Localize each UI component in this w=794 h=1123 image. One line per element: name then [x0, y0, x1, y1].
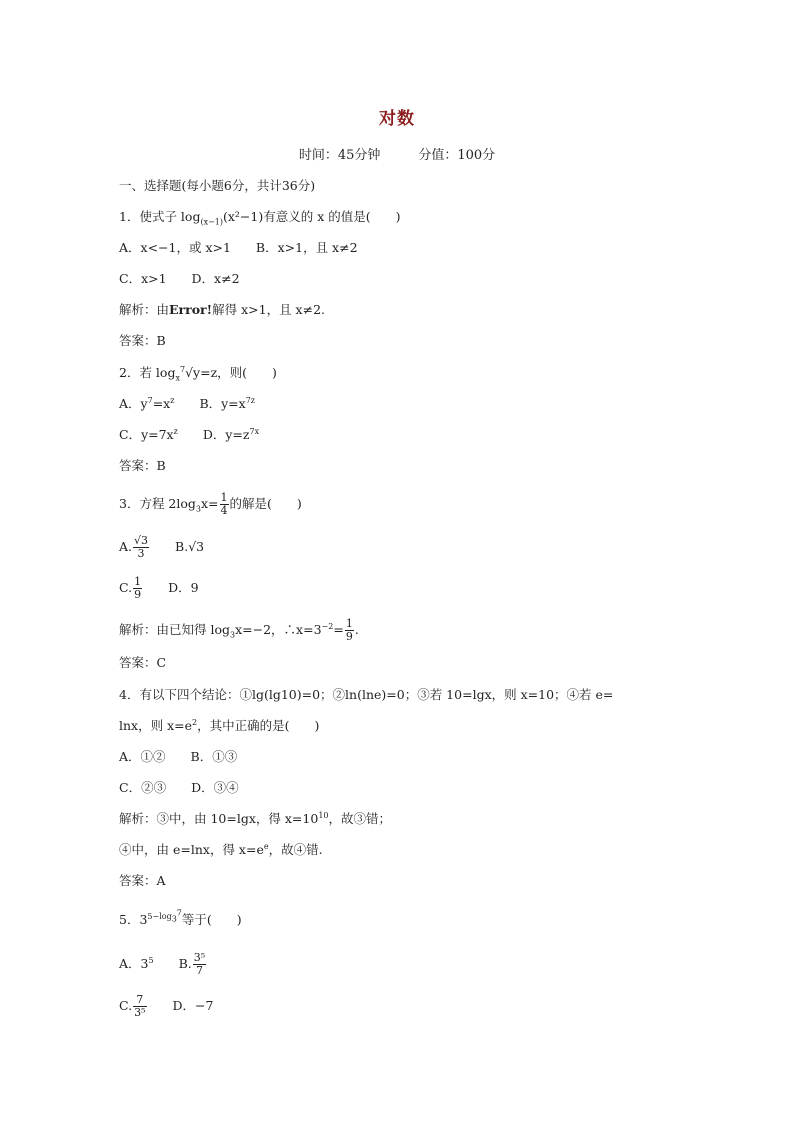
question-5: [119, 908, 242, 929]
q3-answer: 答案：C: [119, 655, 167, 670]
q1-text-end: (x²−1)有意义的 x 的值是( ): [223, 209, 401, 224]
q5-option-b: B.: [153, 956, 192, 971]
q3-frac-num: 1: [220, 491, 228, 504]
q5-option-a-sup: 5: [148, 955, 154, 965]
section-heading: 一、选择题(每小题6分，共计36分): [119, 178, 316, 193]
q2-option-d-sup: 7x: [249, 426, 260, 436]
q4-line2-end: ，其中正确的是( ): [197, 718, 320, 733]
question-3: [119, 492, 302, 517]
question-4-line-1: 4．有以下四个结论：①lg(lg10)=0；②ln(lne)=0；③若 10=lgx，则 x=10；④若 e=: [119, 687, 614, 702]
q4-analysis2-sup: e: [263, 841, 269, 851]
q3-text-end: 的解是( ): [229, 496, 302, 511]
q5-option-c: C.: [119, 998, 133, 1013]
q3-analysis-mid: x=−2，∴x=3: [235, 622, 322, 637]
q3-analysis: [119, 618, 359, 643]
q2-option-b-sup: 7z: [245, 395, 256, 405]
q2-option-a-mid: =x: [152, 396, 171, 411]
q5-option-b-num: 3⁵: [193, 951, 206, 964]
q3-analysis-text: 解析：由已知得 log: [119, 622, 230, 637]
q4-answer: 答案：A: [119, 873, 166, 888]
q3-analysis-sup: −2: [321, 621, 334, 631]
q4-analysis-2: [119, 841, 323, 859]
q2-text: 2．若 log: [119, 365, 176, 380]
q2-text-end: √y=z，则( ): [185, 365, 277, 380]
q2-log-base: x: [175, 373, 180, 383]
q5-exponent: [147, 908, 182, 924]
q5-text-end: 等于( ): [181, 912, 242, 927]
q2-option-a-sup2: z: [170, 395, 175, 405]
q3-frac-den: 4: [220, 504, 228, 517]
page-title: 对数: [379, 109, 415, 129]
q5-option-b-den: 7: [195, 964, 203, 977]
q5-option-c-num: 7: [133, 994, 146, 1007]
q3-option-b: B.√3: [150, 539, 205, 554]
exam-meta: [0, 144, 794, 163]
q5-text: 5．3: [119, 912, 148, 927]
q2-option-c-sup: z: [173, 426, 178, 436]
q2-root-index: 7: [179, 364, 186, 374]
q1-log-base: (x−1): [200, 217, 223, 227]
q4-analysis1-end: ，故③错；: [328, 811, 392, 826]
q3-option-d: D．9: [143, 580, 199, 595]
q3-option-a-den: 3: [137, 547, 145, 560]
q2-option-c: C．y=7x: [119, 427, 174, 442]
q3-options-cd: [119, 576, 199, 601]
q2-options-cd: [119, 426, 259, 444]
q3-analysis-eq: =: [333, 622, 344, 637]
q4-analysis-1: [119, 810, 391, 828]
q5-option-d: D．−7: [147, 998, 214, 1013]
q1-answer: 答案：B: [119, 333, 166, 348]
q3-option-c-num: 1: [134, 575, 142, 588]
total-score: 分值：100分: [418, 148, 496, 163]
q2-option-b: B．y=x: [174, 396, 246, 411]
question-2: [119, 364, 277, 382]
q3-options-ab: [119, 535, 204, 560]
q2-option-d: D．y=z: [177, 427, 250, 442]
q5-options-cd: [119, 994, 213, 1019]
q4-line2-text: lnx，则 x=e: [119, 718, 192, 733]
q5-options-ab: [119, 952, 207, 977]
q3-text: 3．方程 2log: [119, 496, 196, 511]
q1-options-ab: A．x<−1，或 x>1 B．x>1，且 x≠2: [119, 240, 358, 255]
q3-option-a: A.: [119, 539, 133, 554]
question-4-line-2: [119, 717, 319, 735]
q1-text: 1．使式子 log: [119, 209, 201, 224]
q5-option-a: A．3: [119, 956, 149, 971]
q3-analysis-frac: [345, 618, 354, 643]
q4-analysis2-text: ④中，由 e=lnx，得 x=e: [119, 842, 264, 857]
q3-text-mid: x=: [201, 496, 219, 511]
q3-analysis-den: 9: [345, 630, 353, 643]
q3-option-a-frac: [133, 535, 149, 560]
q3-analysis-end: .: [354, 622, 359, 637]
q3-analysis-num: 1: [345, 617, 353, 630]
question-1: [119, 208, 401, 226]
q5-option-b-frac: [193, 952, 206, 977]
q4-analysis1-sup: 10: [318, 810, 329, 820]
q4-analysis1-text: 解析：③中，由 10=lgx，得 x=10: [119, 811, 319, 826]
q3-option-c-den: 9: [134, 588, 142, 601]
q3-analysis-base: 3: [230, 630, 236, 640]
q3-option-c: C.: [119, 580, 133, 595]
q2-answer: 答案：B: [119, 458, 166, 473]
time-limit: 时间：45分钟: [298, 148, 381, 163]
q2-options-ab: [119, 395, 255, 413]
q3-option-c-frac: [133, 576, 142, 601]
q3-log-base: 3: [195, 504, 201, 514]
q1-analysis: [119, 301, 325, 319]
q1-analysis-text: 解析：由: [119, 302, 170, 317]
q1-error-marker: Error!: [169, 302, 213, 317]
q5-exponent-base: 3: [171, 914, 177, 924]
q4-options-ab: A．①② B．①③: [119, 749, 238, 764]
q5-option-c-frac: [133, 994, 146, 1019]
q3-fraction: [220, 492, 229, 517]
q2-option-a: A．y: [119, 396, 148, 411]
q2-option-a-sup: 7: [147, 395, 153, 405]
q4-options-cd: C．②③ D．③④: [119, 780, 239, 795]
q5-option-c-den: 3⁵: [134, 1006, 146, 1019]
q5-exponent-text: 5−log: [147, 911, 172, 921]
q1-options-cd: C．x>1 D．x≠2: [119, 271, 240, 286]
q3-option-a-num: √3: [134, 534, 149, 547]
q1-analysis-end: 解得 x>1，且 x≠2.: [212, 302, 325, 317]
q4-analysis2-end: ，故④错.: [268, 842, 323, 857]
q5-exponent-arg: 7: [176, 908, 182, 918]
q4-line2-sup: 2: [192, 717, 198, 727]
